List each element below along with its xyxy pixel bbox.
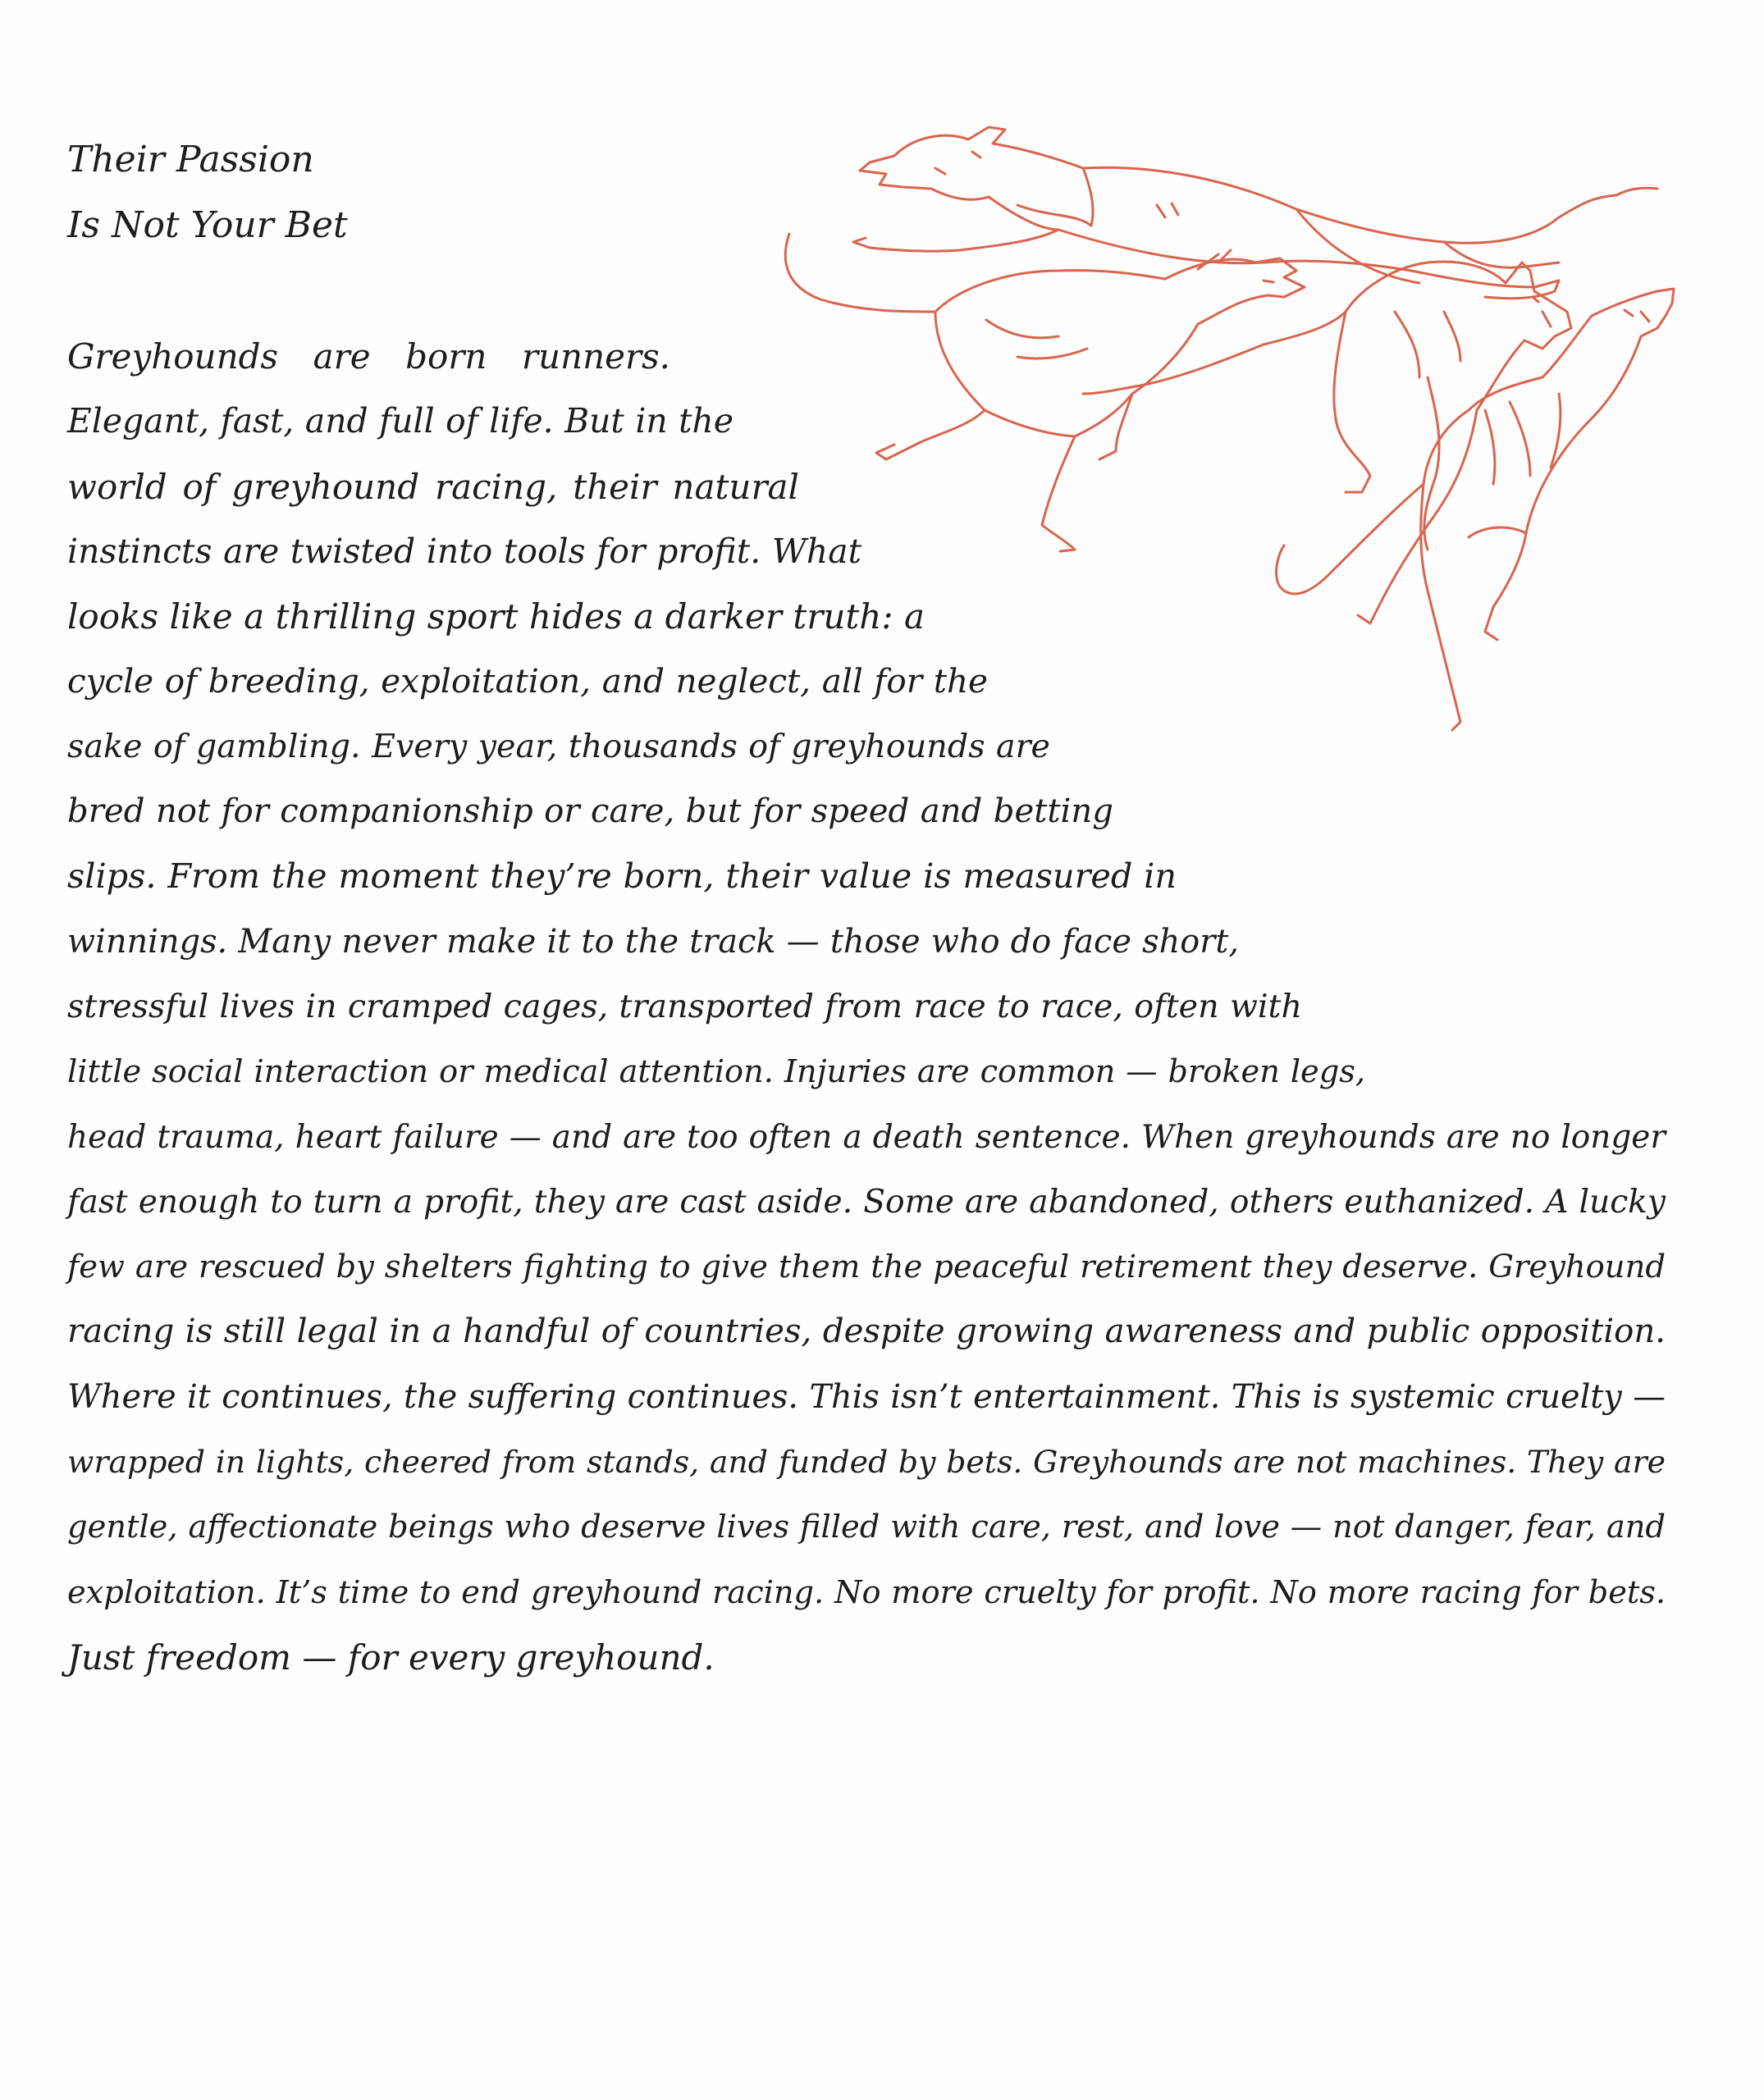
page-title: [67, 127, 348, 258]
title-line-2: Is Not Your Bet: [67, 204, 348, 246]
body-line: Elegant, fast, and full of life. But in the: [67, 401, 733, 441]
body-line: slips. From the moment they’re born, their value is measured in: [67, 856, 1177, 897]
body-line: Greyhounds are born runners.: [67, 336, 670, 377]
body-line: little social interaction or medical attention. Injuries are common — broken legs,: [67, 1053, 1365, 1091]
body-line: world of greyhound racing, their natural: [67, 466, 799, 507]
body-line: sake of gambling. Every year, thousands of greyhounds are: [67, 727, 1050, 765]
body-line: winnings. Many never make it to the track — those who do face short,: [67, 922, 1239, 961]
body-line: stressful lives in cramped cages, transported from race to race, often with: [67, 987, 1302, 1025]
greyhound-sketch-top: [853, 127, 1657, 299]
body-line: head trauma, heart failure — and are too often a death sentence. When greyhounds are no longer: [67, 1118, 1666, 1156]
body-line: bred not for companionship or care, but for speed and betting: [67, 792, 1113, 831]
body-line: cycle of breeding, exploitation, and neglect, all for the: [67, 661, 988, 701]
body-line: Where it continues, the suffering continues. This isn’t entertainment. This is systemic cruelty —: [67, 1377, 1666, 1416]
body-line: gentle, affectionate beings who deserve lives filled with care, rest, and love — not danger, fear, and: [67, 1509, 1666, 1546]
body-text: [67, 324, 1666, 1690]
body-line: looks like a thrilling sport hides a darker truth: a: [67, 596, 925, 637]
body-line: wrapped in lights, cheered from stands, and funded by bets. Greyhounds are not machines. They are: [67, 1444, 1666, 1481]
title-line-1: Their Passion: [67, 139, 314, 180]
body-line: few are rescued by shelters fighting to give them the peaceful retirement they deserve. Greyhound: [67, 1249, 1666, 1286]
body-line: fast enough to turn a profit, they are cast aside. Some are abandoned, others euthanized. A lucky: [67, 1183, 1666, 1221]
body-line: exploitation. It’s time to end greyhound racing. No more cruelty for profit. No more racing for bets.: [67, 1573, 1666, 1611]
body-line: racing is still legal in a handful of countries, despite growing awareness and public opposition.: [67, 1312, 1666, 1351]
body-line: instincts are twisted into tools for profit. What: [67, 531, 861, 571]
body-line-last: Just freedom — for every greyhound.: [67, 1637, 715, 1678]
